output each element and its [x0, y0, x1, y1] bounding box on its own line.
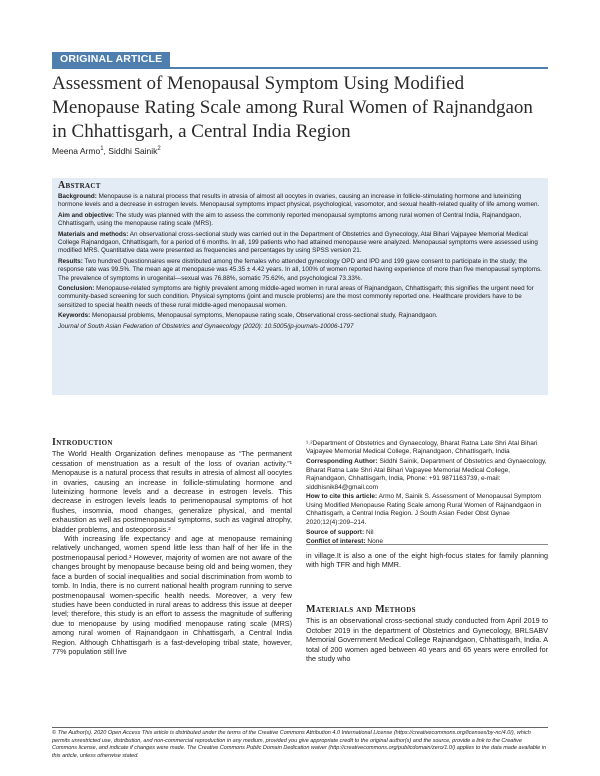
abstract-conclusion	[58, 285, 542, 310]
affiliation-dept: ¹˒²Department of Obstetrics and Gynaecology, Bharat Ratna Late Shri Atal Bihari Vajpayee Memorial Medical College, Rajnandgaon, Chhattisgarh, India	[306, 440, 538, 456]
corresponding-author	[306, 458, 548, 492]
abstract-results	[58, 258, 542, 283]
conflict-of-interest	[306, 538, 548, 546]
abstract-aim-label: Aim and objective:	[58, 212, 114, 220]
abstract-background-label: Background:	[58, 193, 97, 201]
abstract-keywords-label: Keywords:	[58, 312, 91, 320]
paper-title: Assessment of Menopausal Symptom Using Modified Menopause Rating Scale among Rural Women of Rajnandgaon in Chhattisgarh, a Central India Region	[52, 73, 533, 142]
abstract-methods-text: An observational cross-sectional study was carried out in the Department of Obstetrics and Gynecology, Atal Bihari Vajpayee Memorial Medical College Rajnandgaon, Chhattisgarh, for a period of 6 months. In all, 199 patients who had attained menopause were analyzed. Menopausal symptoms were assessed using modified MRS. Quantitative data were presented as frequencies and percentages by using SPSS version 21.	[58, 231, 538, 255]
corresponding-author-label: Corresponding Author:	[306, 458, 378, 466]
abstract-results-label: Results:	[58, 258, 83, 266]
footer-rule	[52, 727, 548, 728]
abstract-background-text: Menopause is a natural process that results in atresia of almost all oocytes in ovaries, causing an increase in follicle-stimulating hormone and luteinizing hormone levels and a decrease in estrogen levels. Menopausal symptoms impact physical, psychological, vasomotor, and sexual health-related quality of life among women.	[58, 193, 540, 209]
source-of-support	[306, 529, 548, 537]
methods-paragraph-1: This is an observational cross-sectional study conducted from April 2019 to October 2019 in the department of Obstetrics and Gynecology, BRLSABV Memorial Government Medical College Rajnandgaon, Chhattisgarh, India. A total of 200 women aged between 40 years and 65 years were enrolled for the study who	[306, 616, 548, 664]
author-name: Meena Armo	[52, 146, 101, 156]
how-to-cite-label: How to cite this article:	[306, 493, 378, 501]
journal-citation: Journal of South Asian Federation of Obstetrics and Gynaecology (2020): 10.5005/jp-journals-10006-1797	[58, 323, 354, 331]
source-of-support-text: Nil	[365, 528, 374, 536]
introduction-continuation	[306, 551, 548, 570]
article-type-label: ORIGINAL ARTICLE	[52, 52, 170, 67]
abstract-heading: Abstract	[58, 180, 101, 191]
abstract-methods-label: Materials and methods:	[58, 231, 129, 239]
abstract-conclusion-text: Menopause-related symptoms are highly prevalent among middle-aged women in rural areas of Rajnandgaon, Chhattisgarh; this signifies the urgent need for community-based screening for such condition. Physical symptoms (joint and muscle problems) are the most commonly reported one. Healthcare providers have to be sensitized to special health needs of these rural middle-aged menopausal women.	[58, 285, 534, 309]
author-name: Siddhi Sainik	[108, 146, 158, 156]
abstract-box	[52, 178, 548, 395]
methods-heading: Materials and Methods	[306, 604, 416, 615]
source-of-support-label: Source of support:	[306, 528, 365, 536]
abstract-aim	[58, 212, 542, 228]
abstract-keywords	[58, 312, 542, 320]
introduction-column	[52, 438, 292, 656]
license-text: © The Author(s). 2020 Open Access This article is distributed under the terms of the Creative Commons Attribution 4.0 International License (https://creativecommons.org/licenses/by-nc/4.0/), which permits unrestricted use, distribution, and non-commercial reproduction in any medium, provided you give appropriate credit to the original author(s) and the source, provide a link to the Creative Commons license, and indicate if changes were made. The Creative Commons Public Domain Dedication waiver (http://creativecommons.org/publicdomain/zero/1.0/) applies to the data made available in this article, unless otherwise stated.	[52, 730, 547, 759]
how-to-cite	[306, 493, 548, 527]
abstract-results-text: Two hundred Questionnaires were distributed among the females who attended gynecology OPD and IPD and 199 gave consent to participate in the study; the response rate was 99.5%. The mean age at menopause was 45.35 ± 4.42 years. In all, 100% of women reported having experience of more than five menopausal symptoms. The prevalence of symptoms in urogenital—sexual was 76.88%, somatic 75.62%, and psychological 73.33%.	[58, 258, 542, 282]
author-affil-sup: 2	[157, 146, 161, 153]
affiliation-block	[306, 440, 548, 548]
abstract-methods	[58, 231, 542, 256]
how-to-cite-text: Armo M, Sainik S. Assessment of Menopausal Symptom Using Modified Menopause Rating Scale among Rural Women of Rajnandgaon in Chhattisgarh, a Central India Region. J South Asian Feder Obst Gynae 2020;12(4):209–214.	[306, 493, 542, 526]
author-affil-sup: 1	[100, 146, 104, 153]
introduction-paragraph-1: The World Health Organization defines menopause as “The permanent cessation of menstruation as a result of the loss of ovarian activity.”¹ Menopause is a natural process that results in atresia of almost all oocytes in ovaries, causing an increase in follicle-stimulating hormone and luteinizing hormone levels and a decrease in estrogen levels. This decrease in estrogen levels leads to perimenopausal symptoms of hot flushes, insomnia, mood changes, generalize physical, and mental exhaustion as well as postmenopausal symptoms, such as vaginal atrophy, bladder problems, and osteoporosis.²	[52, 449, 292, 534]
continuation-paragraph: in village.It is also a one of the eight high-focus states for family planning with high TFR and high MMR.	[306, 551, 548, 570]
column-divider	[306, 544, 548, 545]
abstract-keywords-text: Menopausal problems, Menopausal symptoms, Menopause rating scale, Observational cross-sectional study, Rajnandgaon.	[91, 312, 438, 320]
license-footer	[52, 730, 548, 760]
abstract-aim-text: The study was planned with the aim to assess the commonly reported menopausal symptoms among rural women of Central India, Rajnandgaon, Chhattisgarh, using the menopause rating scale (MRS).	[58, 212, 522, 228]
methods-column	[306, 605, 548, 663]
conflict-of-interest-text: None	[367, 538, 383, 546]
abstract-conclusion-label: Conclusion:	[58, 285, 95, 293]
introduction-heading: Introduction	[52, 437, 113, 448]
header-rule	[52, 67, 548, 69]
introduction-paragraph-2: With increasing life expectancy and age at menopause remaining relatively unchanged, women spend little less than half of her life in the postmenopausal period.³ However, majority of women are not aware of the changes brought by menopause because being old and being women, they face a burden of social inequalities and social discrimination from womb to tomb. In India, there is no current national health program running to serve postmenopausal women-specific health needs. Moreover, a very few studies have been conducted in rural areas to address this issue at deeper level; therefore, this study is an effort to assess the magnitude of suffering due to menopause by using modified menopause rating scale (MRS) among rural women of Rajnandgaon in Chhattisgarh, a Central India Region. Although Chhattisgarh is a fast-developing tribal state, however, 77% population still live	[52, 534, 292, 656]
conflict-of-interest-label: Conflict of interest:	[306, 538, 366, 546]
author-list: Meena Armo$^1$, Siddhi Sainik$^2$	[52, 146, 161, 156]
corresponding-author-text: Siddhi Sainik, Department of Obstetrics and Gynaecology, Bharat Ratna Late Shri Atal Bihari Vajpayee Memorial Medical College, Rajnandgaon, Chhattisgarh, India, Phone: +91 9871163739, e-mail: siddhisnik84@gmail.com	[306, 458, 547, 491]
abstract-background	[58, 193, 542, 209]
